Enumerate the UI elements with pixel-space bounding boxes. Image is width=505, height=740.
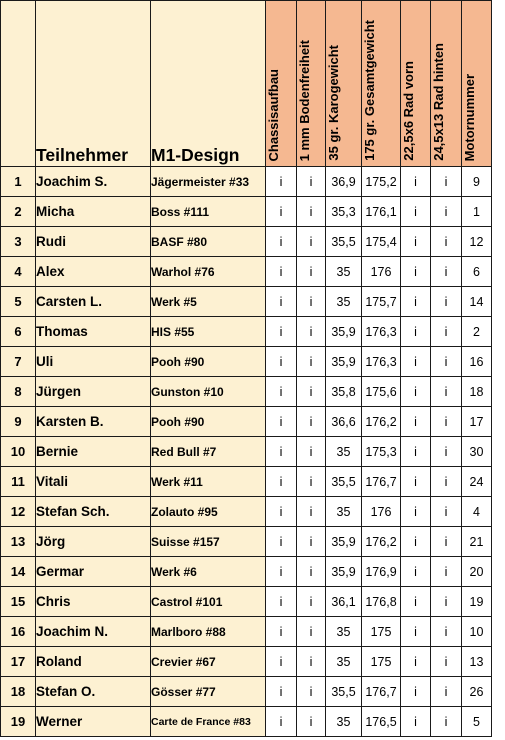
cell-motor-number: 1	[462, 197, 492, 227]
cell-rear-wheel-check: i	[431, 677, 462, 707]
header-total-weight	[362, 1, 401, 167]
cell-rear-wheel-check: i	[431, 197, 462, 227]
cell-participant: Thomas	[36, 317, 151, 347]
cell-front-wheel-check: i	[401, 557, 431, 587]
cell-front-wheel-check: i	[401, 527, 431, 557]
cell-rear-wheel-check: i	[431, 287, 462, 317]
cell-total-weight: 175,7	[362, 287, 401, 317]
cell-chassis-check: i	[266, 617, 297, 647]
header-motor-number	[462, 1, 492, 167]
cell-rear-wheel-check: i	[431, 497, 462, 527]
cell-ground-clearance-check: i	[297, 407, 326, 437]
header-chassis-label: Chassisaufbau	[266, 68, 281, 161]
cell-total-weight: 176,5	[362, 707, 401, 737]
cell-total-weight: 176,9	[362, 557, 401, 587]
cell-body-weight: 35	[326, 257, 362, 287]
cell-ground-clearance-check: i	[297, 497, 326, 527]
cell-total-weight: 175,6	[362, 377, 401, 407]
table-row	[1, 347, 492, 377]
cell-design: Werk #11	[151, 467, 266, 497]
cell-total-weight: 176,3	[362, 347, 401, 377]
cell-body-weight: 36,9	[326, 167, 362, 197]
cell-design: Gunston #10	[151, 377, 266, 407]
cell-ground-clearance-check: i	[297, 467, 326, 497]
cell-number: 3	[1, 227, 36, 257]
cell-participant: Alex	[36, 257, 151, 287]
table-body	[1, 167, 492, 737]
table-row	[1, 317, 492, 347]
cell-body-weight: 35	[326, 647, 362, 677]
cell-body-weight: 35	[326, 437, 362, 467]
cell-chassis-check: i	[266, 707, 297, 737]
cell-number: 4	[1, 257, 36, 287]
table-row	[1, 677, 492, 707]
cell-total-weight: 176	[362, 497, 401, 527]
cell-design: Red Bull #7	[151, 437, 266, 467]
cell-participant: Karsten B.	[36, 407, 151, 437]
cell-number: 5	[1, 287, 36, 317]
cell-front-wheel-check: i	[401, 707, 431, 737]
header-body-weight-label: 35 gr. Karogewicht	[326, 45, 341, 161]
cell-rear-wheel-check: i	[431, 227, 462, 257]
cell-chassis-check: i	[266, 677, 297, 707]
cell-motor-number: 18	[462, 377, 492, 407]
cell-rear-wheel-check: i	[431, 407, 462, 437]
cell-design: Carte de France #83	[151, 707, 266, 737]
cell-chassis-check: i	[266, 287, 297, 317]
cell-motor-number: 30	[462, 437, 492, 467]
cell-rear-wheel-check: i	[431, 707, 462, 737]
header-front-wheel	[401, 1, 431, 167]
cell-design: Werk #6	[151, 557, 266, 587]
table-header	[1, 1, 492, 167]
header-ground-clearance	[297, 1, 326, 167]
cell-participant: Vitali	[36, 467, 151, 497]
cell-front-wheel-check: i	[401, 647, 431, 677]
header-number	[1, 1, 36, 167]
cell-number: 7	[1, 347, 36, 377]
cell-design: Warhol #76	[151, 257, 266, 287]
table-row	[1, 587, 492, 617]
header-total-weight-label: 175 gr. Gesamtgewicht	[362, 20, 377, 161]
cell-number: 15	[1, 587, 36, 617]
cell-front-wheel-check: i	[401, 587, 431, 617]
cell-body-weight: 35,9	[326, 527, 362, 557]
cell-motor-number: 5	[462, 707, 492, 737]
cell-design: Zolauto #95	[151, 497, 266, 527]
cell-motor-number: 6	[462, 257, 492, 287]
cell-design: Pooh #90	[151, 407, 266, 437]
cell-participant: Roland	[36, 647, 151, 677]
cell-rear-wheel-check: i	[431, 527, 462, 557]
cell-chassis-check: i	[266, 347, 297, 377]
cell-front-wheel-check: i	[401, 317, 431, 347]
cell-body-weight: 35,5	[326, 227, 362, 257]
cell-body-weight: 35,9	[326, 317, 362, 347]
cell-body-weight: 35	[326, 617, 362, 647]
table-row	[1, 197, 492, 227]
cell-ground-clearance-check: i	[297, 557, 326, 587]
cell-motor-number: 16	[462, 347, 492, 377]
header-motor-number-label: Motornummer	[462, 73, 477, 161]
cell-rear-wheel-check: i	[431, 437, 462, 467]
cell-total-weight: 175	[362, 617, 401, 647]
cell-ground-clearance-check: i	[297, 257, 326, 287]
cell-total-weight: 176,3	[362, 317, 401, 347]
cell-total-weight: 176,2	[362, 407, 401, 437]
cell-participant: Bernie	[36, 437, 151, 467]
cell-design: Boss #111	[151, 197, 266, 227]
cell-ground-clearance-check: i	[297, 647, 326, 677]
cell-chassis-check: i	[266, 647, 297, 677]
cell-number: 16	[1, 617, 36, 647]
cell-number: 19	[1, 707, 36, 737]
cell-number: 12	[1, 497, 36, 527]
header-front-wheel-label: 22,5x6 Rad vorn	[401, 61, 416, 161]
cell-total-weight: 175,4	[362, 227, 401, 257]
table-row	[1, 227, 492, 257]
cell-number: 17	[1, 647, 36, 677]
cell-front-wheel-check: i	[401, 167, 431, 197]
cell-total-weight: 176,2	[362, 527, 401, 557]
cell-ground-clearance-check: i	[297, 587, 326, 617]
cell-chassis-check: i	[266, 227, 297, 257]
cell-participant: Chris	[36, 587, 151, 617]
cell-body-weight: 35,9	[326, 557, 362, 587]
cell-body-weight: 35	[326, 497, 362, 527]
cell-chassis-check: i	[266, 317, 297, 347]
cell-number: 10	[1, 437, 36, 467]
cell-design: HIS #55	[151, 317, 266, 347]
cell-body-weight: 35,5	[326, 467, 362, 497]
cell-participant: Rudi	[36, 227, 151, 257]
cell-design: Marlboro #88	[151, 617, 266, 647]
cell-ground-clearance-check: i	[297, 347, 326, 377]
table-row	[1, 557, 492, 587]
cell-body-weight: 35	[326, 287, 362, 317]
cell-design: Crevier #67	[151, 647, 266, 677]
table-row	[1, 377, 492, 407]
cell-chassis-check: i	[266, 167, 297, 197]
cell-number: 9	[1, 407, 36, 437]
table-row	[1, 287, 492, 317]
cell-motor-number: 17	[462, 407, 492, 437]
table-row	[1, 617, 492, 647]
cell-participant: Germar	[36, 557, 151, 587]
cell-total-weight: 175,2	[362, 167, 401, 197]
cell-chassis-check: i	[266, 467, 297, 497]
cell-total-weight: 176,8	[362, 587, 401, 617]
cell-ground-clearance-check: i	[297, 617, 326, 647]
cell-chassis-check: i	[266, 407, 297, 437]
cell-body-weight: 35,5	[326, 677, 362, 707]
table-row	[1, 407, 492, 437]
cell-number: 13	[1, 527, 36, 557]
cell-number: 6	[1, 317, 36, 347]
cell-total-weight: 175	[362, 647, 401, 677]
cell-body-weight: 36,1	[326, 587, 362, 617]
cell-total-weight: 176,7	[362, 467, 401, 497]
cell-total-weight: 175,3	[362, 437, 401, 467]
cell-total-weight: 176,1	[362, 197, 401, 227]
cell-participant: Jörg	[36, 527, 151, 557]
cell-chassis-check: i	[266, 587, 297, 617]
cell-ground-clearance-check: i	[297, 287, 326, 317]
cell-front-wheel-check: i	[401, 677, 431, 707]
cell-chassis-check: i	[266, 257, 297, 287]
table-row	[1, 167, 492, 197]
cell-participant: Stefan O.	[36, 677, 151, 707]
cell-rear-wheel-check: i	[431, 557, 462, 587]
cell-rear-wheel-check: i	[431, 347, 462, 377]
cell-chassis-check: i	[266, 527, 297, 557]
cell-ground-clearance-check: i	[297, 227, 326, 257]
header-row	[1, 1, 492, 167]
cell-body-weight: 35,3	[326, 197, 362, 227]
cell-number: 18	[1, 677, 36, 707]
cell-rear-wheel-check: i	[431, 617, 462, 647]
cell-rear-wheel-check: i	[431, 257, 462, 287]
cell-front-wheel-check: i	[401, 407, 431, 437]
cell-motor-number: 12	[462, 227, 492, 257]
cell-number: 11	[1, 467, 36, 497]
cell-front-wheel-check: i	[401, 617, 431, 647]
cell-front-wheel-check: i	[401, 377, 431, 407]
cell-body-weight: 35,9	[326, 347, 362, 377]
cell-motor-number: 14	[462, 287, 492, 317]
cell-motor-number: 4	[462, 497, 492, 527]
cell-ground-clearance-check: i	[297, 197, 326, 227]
cell-total-weight: 176,7	[362, 677, 401, 707]
cell-design: BASF #80	[151, 227, 266, 257]
cell-participant: Stefan Sch.	[36, 497, 151, 527]
cell-participant: Micha	[36, 197, 151, 227]
cell-design: Castrol #101	[151, 587, 266, 617]
cell-ground-clearance-check: i	[297, 377, 326, 407]
cell-ground-clearance-check: i	[297, 707, 326, 737]
cell-chassis-check: i	[266, 377, 297, 407]
table-row	[1, 707, 492, 737]
cell-body-weight: 35	[326, 707, 362, 737]
cell-participant: Werner	[36, 707, 151, 737]
header-chassis	[266, 1, 297, 167]
cell-rear-wheel-check: i	[431, 467, 462, 497]
cell-body-weight: 36,6	[326, 407, 362, 437]
cell-design: Werk #5	[151, 287, 266, 317]
cell-front-wheel-check: i	[401, 227, 431, 257]
cell-number: 1	[1, 167, 36, 197]
cell-rear-wheel-check: i	[431, 317, 462, 347]
table-row	[1, 497, 492, 527]
header-design: M1-Design	[151, 1, 266, 167]
cell-participant: Uli	[36, 347, 151, 377]
cell-motor-number: 2	[462, 317, 492, 347]
cell-design: Gösser #77	[151, 677, 266, 707]
cell-rear-wheel-check: i	[431, 377, 462, 407]
cell-number: 8	[1, 377, 36, 407]
cell-participant: Carsten L.	[36, 287, 151, 317]
cell-rear-wheel-check: i	[431, 647, 462, 677]
cell-front-wheel-check: i	[401, 197, 431, 227]
table-row	[1, 257, 492, 287]
cell-front-wheel-check: i	[401, 347, 431, 377]
cell-ground-clearance-check: i	[297, 317, 326, 347]
cell-motor-number: 24	[462, 467, 492, 497]
header-rear-wheel	[431, 1, 462, 167]
cell-rear-wheel-check: i	[431, 587, 462, 617]
cell-ground-clearance-check: i	[297, 677, 326, 707]
cell-motor-number: 21	[462, 527, 492, 557]
table-row	[1, 467, 492, 497]
cell-motor-number: 10	[462, 617, 492, 647]
cell-motor-number: 13	[462, 647, 492, 677]
cell-front-wheel-check: i	[401, 467, 431, 497]
table-row	[1, 437, 492, 467]
header-ground-clearance-label: 1 mm Bodenfreiheit	[297, 39, 312, 161]
cell-front-wheel-check: i	[401, 257, 431, 287]
cell-chassis-check: i	[266, 557, 297, 587]
cell-front-wheel-check: i	[401, 287, 431, 317]
cell-design: Suisse #157	[151, 527, 266, 557]
cell-ground-clearance-check: i	[297, 527, 326, 557]
cell-total-weight: 176	[362, 257, 401, 287]
cell-participant: Jürgen	[36, 377, 151, 407]
table-row	[1, 647, 492, 677]
cell-rear-wheel-check: i	[431, 167, 462, 197]
cell-participant: Joachim N.	[36, 617, 151, 647]
header-participant: Teilnehmer	[36, 1, 151, 167]
cell-number: 2	[1, 197, 36, 227]
cell-body-weight: 35,8	[326, 377, 362, 407]
cell-participant: Joachim S.	[36, 167, 151, 197]
table-row	[1, 527, 492, 557]
cell-number: 14	[1, 557, 36, 587]
cell-design: Pooh #90	[151, 347, 266, 377]
cell-front-wheel-check: i	[401, 497, 431, 527]
header-body-weight	[326, 1, 362, 167]
cell-motor-number: 19	[462, 587, 492, 617]
cell-motor-number: 26	[462, 677, 492, 707]
cell-motor-number: 20	[462, 557, 492, 587]
cell-chassis-check: i	[266, 437, 297, 467]
cell-ground-clearance-check: i	[297, 167, 326, 197]
cell-front-wheel-check: i	[401, 437, 431, 467]
cell-ground-clearance-check: i	[297, 437, 326, 467]
cell-motor-number: 9	[462, 167, 492, 197]
cell-chassis-check: i	[266, 197, 297, 227]
cell-design: Jägermeister #33	[151, 167, 266, 197]
header-rear-wheel-label: 24,5x13 Rad hinten	[431, 43, 446, 161]
cell-chassis-check: i	[266, 497, 297, 527]
